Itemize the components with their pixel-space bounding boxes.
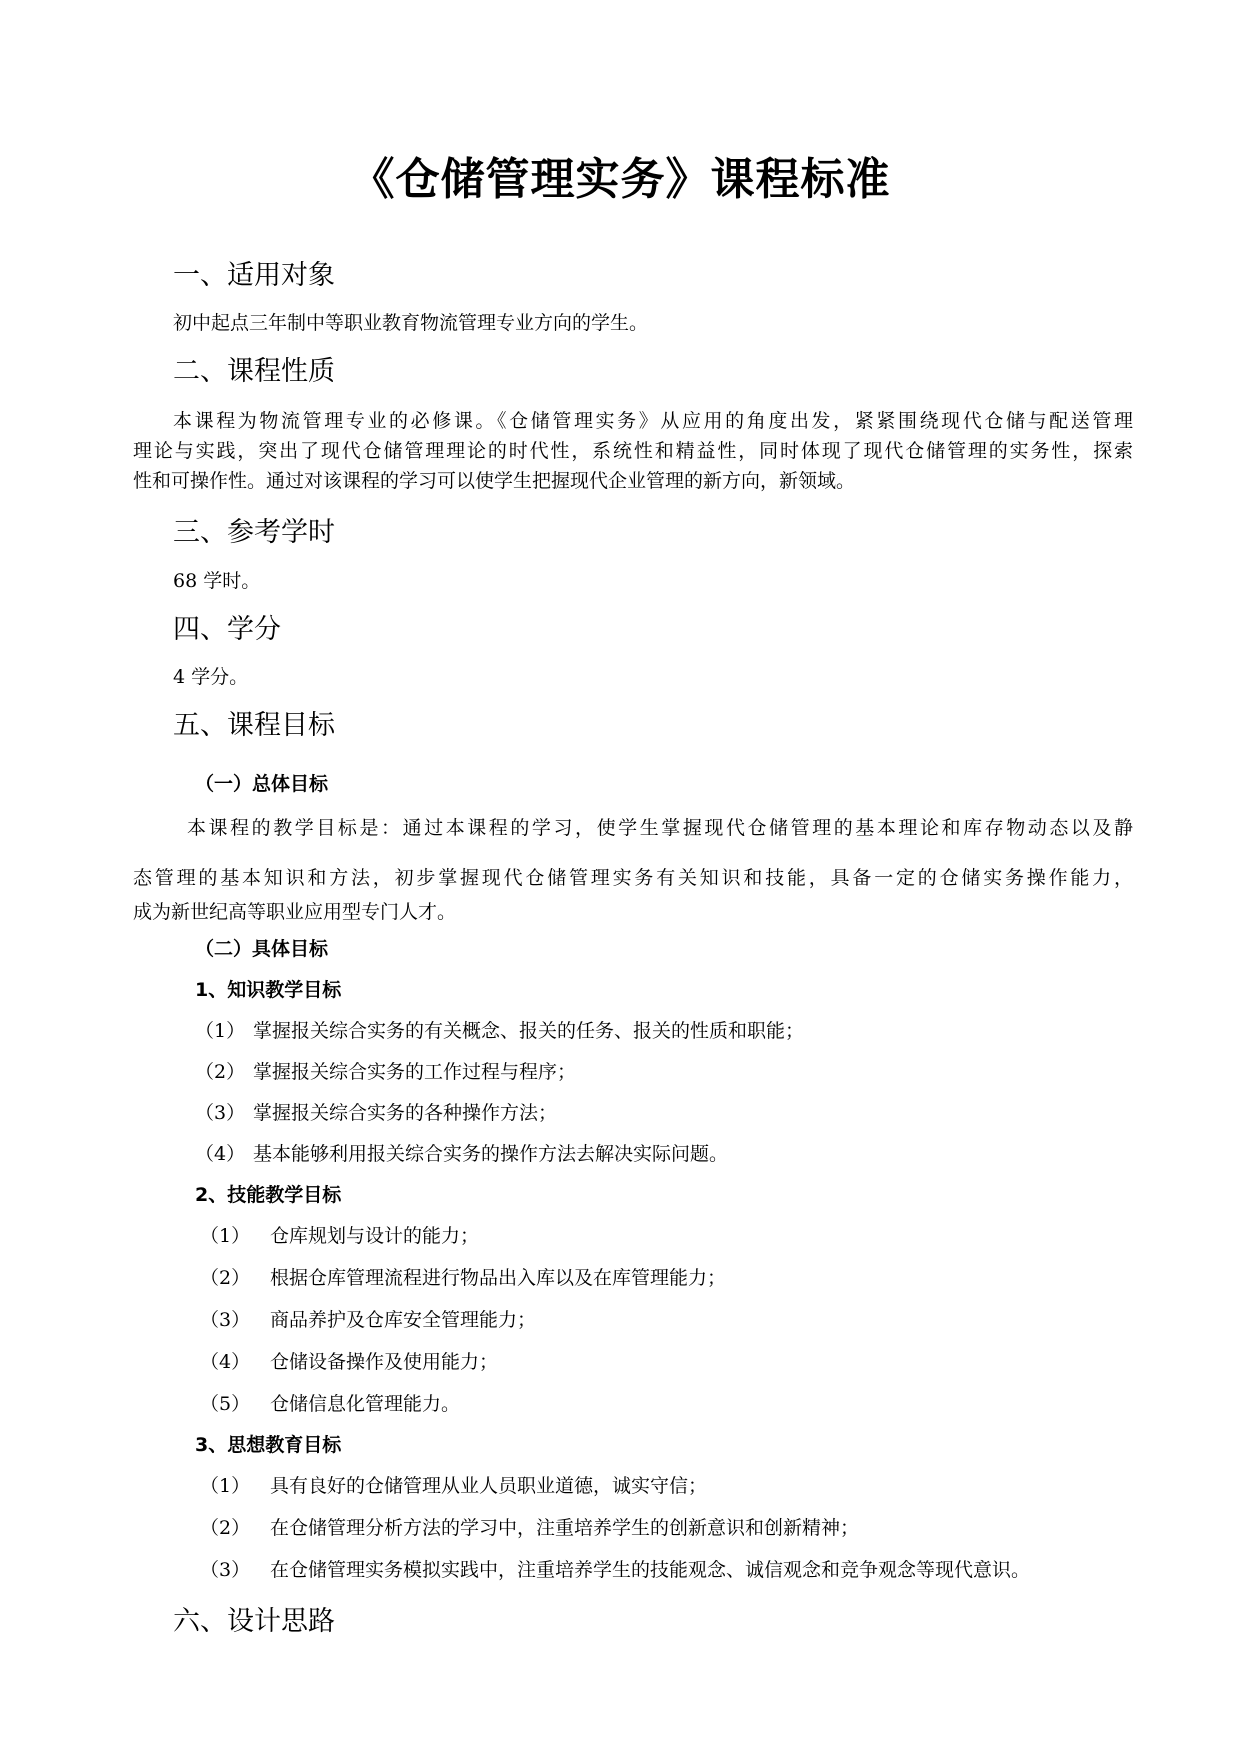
list-item-number: （3）	[195, 1102, 246, 1124]
section-text-applicable-audience: 初中起点三年制中等职业教育物流管理专业方向的学生。	[173, 312, 649, 334]
list-item	[200, 1514, 859, 1542]
list-item-number: （1）	[200, 1475, 251, 1497]
list-item	[200, 1264, 726, 1292]
course-nature-line-1: 本课程为物流管理专业的必修课。《仓储管理实务》从应用的角度出发，紧紧围绕现代仓储与配送管理	[173, 410, 1133, 432]
list-item	[200, 1222, 479, 1250]
section-heading-credits: 四、学分	[173, 614, 281, 645]
subheading-overall-objectives: （一）总体目标	[195, 773, 329, 795]
list-item-text: 商品养护及仓库安全管理能力；	[270, 1309, 537, 1331]
document-title: 《仓储管理实务》课程标准	[350, 154, 891, 205]
section-heading-reference-hours: 三、参考学时	[173, 517, 335, 548]
list-item-number: （1）	[200, 1225, 251, 1247]
list-item	[195, 1058, 576, 1086]
list-item	[200, 1390, 460, 1418]
list-item-text: 仓库规划与设计的能力；	[270, 1225, 480, 1247]
section-heading-design-ideas: 六、设计思路	[173, 1606, 335, 1637]
list-item-text: 在仓储管理实务模拟实践中，注重培养学生的技能观念、诚信观念和竞争观念等现代意识。	[270, 1559, 1031, 1581]
list-item	[200, 1472, 707, 1500]
list-item	[195, 1017, 804, 1045]
list-item-number: （4）	[195, 1143, 246, 1165]
section-text-credits: 4 学分。	[173, 666, 249, 688]
subheading-specific-objectives: （二）具体目标	[195, 938, 329, 960]
list-item-number: （4）	[200, 1351, 251, 1373]
list-item-text: 具有良好的仓储管理从业人员职业道德，诚实守信；	[270, 1475, 708, 1497]
overall-objectives-line-1: 本课程的教学目标是：通过本课程的学习，使学生掌握现代仓储管理的基本理论和库存物动态以及静	[187, 817, 1133, 839]
list-item-text: 根据仓库管理流程进行物品出入库以及在库管理能力；	[270, 1267, 727, 1289]
section-text-reference-hours: 68 学时。	[173, 570, 261, 592]
list-item-number: （3）	[200, 1559, 251, 1581]
list-item	[200, 1556, 1030, 1584]
subheading-skill-objectives: 2、技能教学目标	[195, 1184, 342, 1206]
list-item-text: 在仓储管理分析方法的学习中，注重培养学生的创新意识和创新精神；	[270, 1517, 860, 1539]
list-item-number: （2）	[200, 1267, 251, 1289]
list-item-text: 掌握报关综合实务的有关概念、报关的任务、报关的性质和职能；	[253, 1020, 805, 1042]
list-item-number: （2）	[195, 1061, 246, 1083]
list-item	[195, 1099, 557, 1127]
list-item-number: （2）	[200, 1517, 251, 1539]
course-nature-line-2: 理论与实践，突出了现代仓储管理理论的时代性，系统性和精益性，同时体现了现代仓储管理的实务性，探索	[133, 440, 1133, 462]
list-item-number: （1）	[195, 1020, 246, 1042]
course-nature-line-3: 性和可操作性。通过对该课程的学习可以使学生把握现代企业管理的新方向，新领域。	[133, 470, 856, 492]
section-heading-course-nature: 二、课程性质	[173, 356, 335, 387]
list-item	[200, 1348, 498, 1376]
subheading-ideology-objectives: 3、思想教育目标	[195, 1434, 342, 1456]
list-item-text: 掌握报关综合实务的各种操作方法；	[253, 1102, 558, 1124]
list-item	[195, 1140, 728, 1168]
list-item-text: 基本能够利用报关综合实务的操作方法去解决实际问题。	[253, 1143, 729, 1165]
list-item-text: 仓储设备操作及使用能力；	[270, 1351, 499, 1373]
overall-objectives-line-3: 成为新世纪高等职业应用型专门人才。	[133, 901, 457, 923]
section-heading-applicable-audience: 一、适用对象	[173, 260, 335, 291]
list-item-number: （5）	[200, 1393, 251, 1415]
subheading-knowledge-objectives: 1、知识教学目标	[195, 979, 342, 1001]
list-item-text: 仓储信息化管理能力。	[270, 1393, 461, 1415]
section-heading-course-objectives: 五、课程目标	[173, 710, 335, 741]
list-item	[200, 1306, 536, 1334]
list-item-text: 掌握报关综合实务的工作过程与程序；	[253, 1061, 577, 1083]
overall-objectives-line-2: 态管理的基本知识和方法，初步掌握现代仓储管理实务有关知识和技能，具备一定的仓储实务操作能力，	[133, 867, 1133, 889]
list-item-number: （3）	[200, 1309, 251, 1331]
